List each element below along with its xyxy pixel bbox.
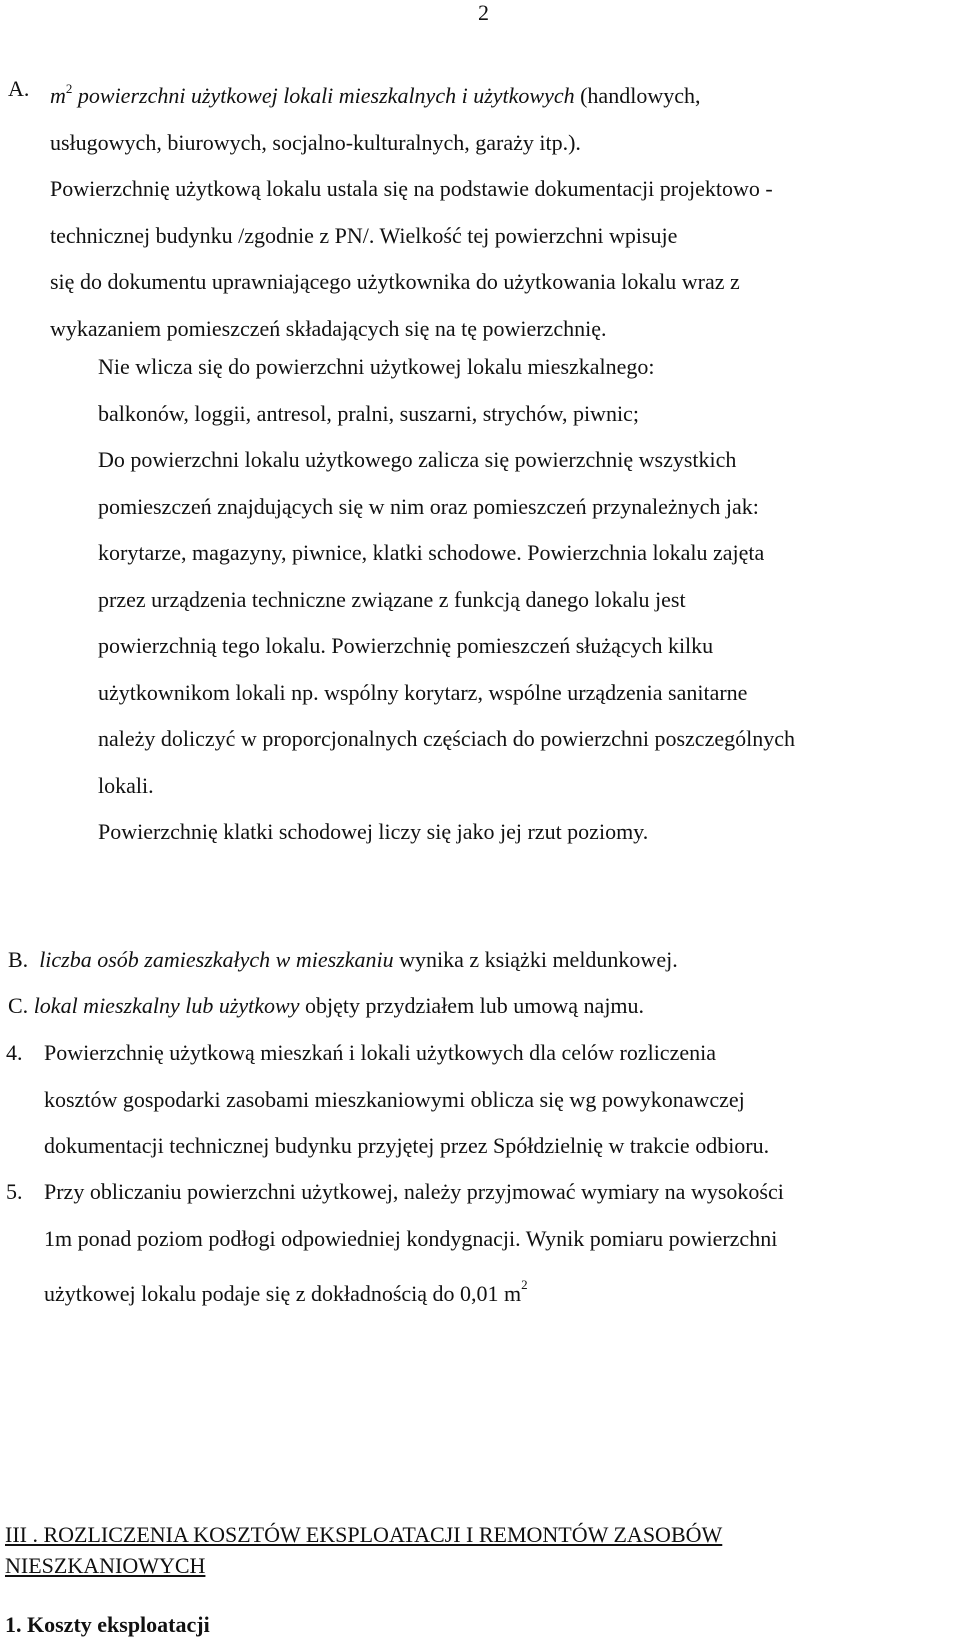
item-5-label: 5. [6,1179,23,1204]
item-5-last-text: użytkowej lokalu podaje się z dokładnością do 0,01 m [44,1281,522,1306]
detail-line: przez urządzenia techniczne związane z funkcją danego lokalu jest [98,586,686,612]
section-c [8,983,948,1029]
section-a [8,66,940,352]
item-4-label: 4. [6,1040,23,1065]
item-5-last-line [44,1262,944,1318]
detail-line: Powierzchnię klatki schodowej liczy się jako jej rzut poziomy. [98,819,649,844]
item-4-line: Powierzchnię użytkową mieszkań i lokali użytkowych dla celów rozliczenia [44,1040,716,1065]
detail-line: balkonów, loggii, antresol, pralni, suszarni, strychów, piwnic; [98,400,639,426]
section-b-rest: wynika z książki meldunkowej. [393,947,678,972]
section-a-details [98,344,943,856]
detail-line: lokali. [98,772,154,798]
item-5-line: Przy obliczaniu powierzchni użytkowej, należy przyjmować wymiary na wysokości [44,1179,784,1204]
detail-line: powierzchnią tego lokalu. Powierzchnię pomieszczeń służących kilku [98,633,714,658]
item-4 [6,1030,944,1170]
section-a-label: A. [8,76,30,101]
section-a-lead-rest: (handlowych, [574,83,701,108]
item-5-line: 1m ponad poziom podłogi odpowiedniej kondygnacji. Wynik pomiaru powierzchni [44,1225,778,1251]
item-4-line: dokumentacji technicznej budynku przyjętej przez Spółdzielnię w trakcie odbioru. [44,1133,770,1158]
section-a-line: technicznej budynku /zgodnie z PN/. Wielkość tej powierzchni wpisuje [50,222,678,248]
detail-line: Nie wlicza się do powierzchni użytkowej lokalu mieszkalnego: [98,354,655,379]
detail-line: użytkownikom lokali np. wspólny korytarz, wspólne urządzenia sanitarne [98,679,748,705]
section-a-line: się do dokumentu uprawniającego użytkownika do użytkowania lokalu wraz z [50,269,740,294]
section-b [8,937,948,983]
section-b-label: B. [8,947,29,972]
section-a-m: m [50,83,66,108]
detail-line: Do powierzchni lokalu użytkowego zalicza się powierzchnię wszystkich [98,447,737,472]
section-a-italic: powierzchni użytkowej lokali mieszkalnych i użytkowych [72,83,575,108]
heading-line-1: III . ROZLICZENIA KOSZTÓW EKSPLOATACJI I REMONTÓW ZASOBÓW [5,1522,723,1547]
section-a-sup: 2 [65,81,73,96]
section-a-line: usługowych, biurowych, socjalno-kulturalnych, garaży itp.). [50,129,581,155]
section-a-line: wykazaniem pomieszczeń składających się na tę powierzchnię. [50,315,607,341]
section-c-label: C. [8,993,29,1018]
item-5 [6,1169,944,1318]
item-4-line: kosztów gospodarki zasobami mieszkaniowymi oblicza się wg powykonawczej [44,1086,745,1112]
detail-line: pomieszczeń znajdujących się w nim oraz pomieszczeń przynależnych jak: [98,493,759,519]
section-a-lead [50,66,940,120]
detail-line: należy doliczyć w proporcjonalnych częściach do powierzchni poszczególnych [98,726,795,751]
item-5-sup: 2 [521,1277,528,1292]
section-b-italic: liczba osób zamieszkałych w mieszkaniu [39,947,394,972]
subheading-1: 1. Koszty eksploatacji [5,1612,210,1637]
heading-line-2: NIESZKANIOWYCH [5,1553,206,1578]
section-a-line: Powierzchnię użytkową lokalu ustala się na podstawie dokumentacji projektowo - [50,176,773,201]
detail-line: korytarze, magazyny, piwnice, klatki schodowe. Powierzchnia lokalu zajęta [98,540,765,565]
section-c-italic: lokal mieszkalny lub użytkowy [33,993,300,1018]
page-number: 2 [478,0,489,25]
section-c-rest: objęty przydziałem lub umową najmu. [299,993,645,1018]
section-iii-heading [5,1519,905,1581]
sections-b-c [8,937,948,1029]
